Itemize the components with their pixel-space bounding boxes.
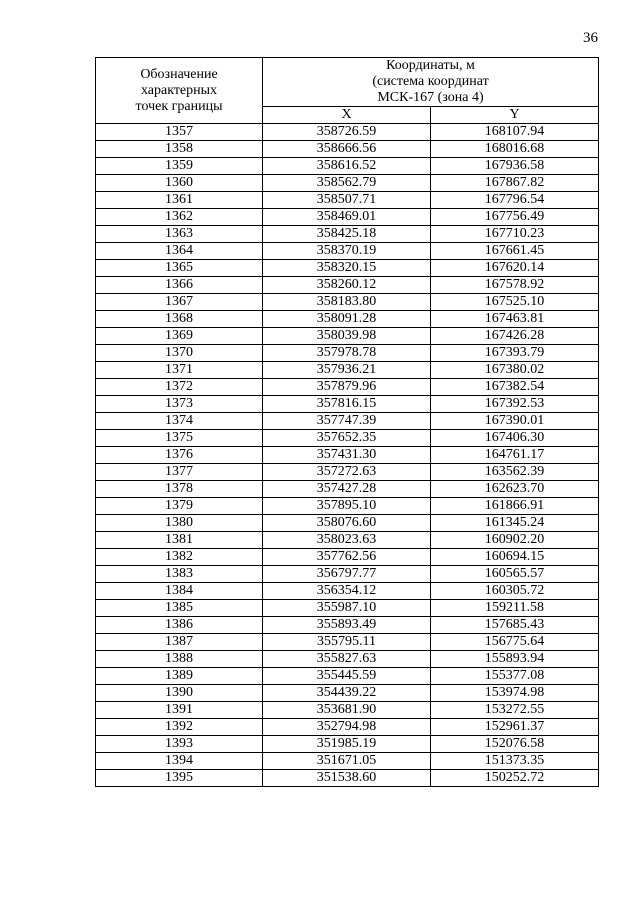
x-coordinate-cell: 358370.19 <box>263 243 431 260</box>
x-coordinate-cell: 358091.28 <box>263 311 431 328</box>
y-coordinate-cell: 155893.94 <box>431 651 599 668</box>
x-coordinate-cell: 358469.01 <box>263 209 431 226</box>
table-row <box>96 549 599 566</box>
point-cell: 1375 <box>96 430 263 447</box>
y-coordinate-cell: 160305.72 <box>431 583 599 600</box>
point-cell: 1366 <box>96 277 263 294</box>
point-cell: 1386 <box>96 617 263 634</box>
x-coordinate-cell: 355893.49 <box>263 617 431 634</box>
point-cell: 1363 <box>96 226 263 243</box>
x-coordinate-cell: 358320.15 <box>263 260 431 277</box>
table-row <box>96 277 599 294</box>
coordinates-column-header <box>263 58 599 107</box>
table-row <box>96 566 599 583</box>
table-row <box>96 583 599 600</box>
table-row <box>96 362 599 379</box>
y-coordinate-cell: 167756.49 <box>431 209 599 226</box>
table-row <box>96 617 599 634</box>
y-coordinate-cell: 168016.68 <box>431 141 599 158</box>
x-coordinate-cell: 352794.98 <box>263 719 431 736</box>
table-row <box>96 379 599 396</box>
point-cell: 1380 <box>96 515 263 532</box>
point-cell: 1369 <box>96 328 263 345</box>
y-coordinate-cell: 167392.53 <box>431 396 599 413</box>
y-coordinate-cell: 167936.58 <box>431 158 599 175</box>
page-number: 36 <box>583 30 598 46</box>
x-column-header: X <box>263 107 431 124</box>
y-coordinate-cell: 159211.58 <box>431 600 599 617</box>
coords-header-line: (система координат <box>372 74 489 89</box>
point-cell: 1372 <box>96 379 263 396</box>
y-coordinate-cell: 160694.15 <box>431 549 599 566</box>
y-coordinate-cell: 150252.72 <box>431 770 599 787</box>
point-cell: 1387 <box>96 634 263 651</box>
point-cell: 1384 <box>96 583 263 600</box>
table-row <box>96 413 599 430</box>
y-coordinate-cell: 155377.08 <box>431 668 599 685</box>
y-coordinate-cell: 167463.81 <box>431 311 599 328</box>
point-header-line: характерных <box>140 82 218 98</box>
table-row <box>96 226 599 243</box>
point-cell: 1365 <box>96 260 263 277</box>
point-cell: 1385 <box>96 600 263 617</box>
table-row <box>96 719 599 736</box>
point-cell: 1395 <box>96 770 263 787</box>
x-coordinate-cell: 358260.12 <box>263 277 431 294</box>
point-cell: 1377 <box>96 464 263 481</box>
x-coordinate-cell: 357652.35 <box>263 430 431 447</box>
y-coordinate-cell: 167710.23 <box>431 226 599 243</box>
point-cell: 1383 <box>96 566 263 583</box>
point-cell: 1388 <box>96 651 263 668</box>
x-coordinate-cell: 357816.15 <box>263 396 431 413</box>
table-row <box>96 141 599 158</box>
table-header <box>96 58 599 124</box>
y-coordinate-cell: 152076.58 <box>431 736 599 753</box>
table-row <box>96 260 599 277</box>
table-row <box>96 770 599 787</box>
table-row <box>96 702 599 719</box>
x-coordinate-cell: 357431.30 <box>263 447 431 464</box>
x-coordinate-cell: 355795.11 <box>263 634 431 651</box>
point-cell: 1376 <box>96 447 263 464</box>
y-coordinate-cell: 157685.43 <box>431 617 599 634</box>
table-row <box>96 498 599 515</box>
x-coordinate-cell: 357427.28 <box>263 481 431 498</box>
x-coordinate-cell: 355445.59 <box>263 668 431 685</box>
table-row <box>96 685 599 702</box>
point-cell: 1358 <box>96 141 263 158</box>
x-coordinate-cell: 358666.56 <box>263 141 431 158</box>
point-cell: 1362 <box>96 209 263 226</box>
y-coordinate-cell: 153974.98 <box>431 685 599 702</box>
y-coordinate-cell: 167382.54 <box>431 379 599 396</box>
x-coordinate-cell: 356354.12 <box>263 583 431 600</box>
y-coordinate-cell: 167867.82 <box>431 175 599 192</box>
x-coordinate-cell: 358023.63 <box>263 532 431 549</box>
table-row <box>96 481 599 498</box>
table-row <box>96 328 599 345</box>
point-cell: 1364 <box>96 243 263 260</box>
x-coordinate-cell: 357272.63 <box>263 464 431 481</box>
point-cell: 1390 <box>96 685 263 702</box>
table-row <box>96 464 599 481</box>
point-cell: 1389 <box>96 668 263 685</box>
table-row <box>96 396 599 413</box>
table-row <box>96 311 599 328</box>
x-coordinate-cell: 358425.18 <box>263 226 431 243</box>
table-row <box>96 175 599 192</box>
x-coordinate-cell: 353681.90 <box>263 702 431 719</box>
coords-header-line: Координаты, м <box>386 58 475 73</box>
table-row <box>96 753 599 770</box>
y-coordinate-cell: 164761.17 <box>431 447 599 464</box>
x-coordinate-cell: 354439.22 <box>263 685 431 702</box>
x-coordinate-cell: 355827.63 <box>263 651 431 668</box>
x-coordinate-cell: 351538.60 <box>263 770 431 787</box>
point-cell: 1371 <box>96 362 263 379</box>
x-coordinate-cell: 358562.79 <box>263 175 431 192</box>
y-coordinate-cell: 167390.01 <box>431 413 599 430</box>
x-coordinate-cell: 357895.10 <box>263 498 431 515</box>
table-row <box>96 668 599 685</box>
x-coordinate-cell: 358726.59 <box>263 124 431 141</box>
x-coordinate-cell: 358039.98 <box>263 328 431 345</box>
table-row <box>96 345 599 362</box>
point-cell: 1381 <box>96 532 263 549</box>
table-row <box>96 294 599 311</box>
point-cell: 1392 <box>96 719 263 736</box>
table-row <box>96 651 599 668</box>
y-coordinate-cell: 161345.24 <box>431 515 599 532</box>
table-row <box>96 124 599 141</box>
x-coordinate-cell: 356797.77 <box>263 566 431 583</box>
point-column-header <box>96 58 263 124</box>
table-row <box>96 600 599 617</box>
y-coordinate-cell: 167426.28 <box>431 328 599 345</box>
point-cell: 1373 <box>96 396 263 413</box>
point-cell: 1378 <box>96 481 263 498</box>
x-coordinate-cell: 358076.60 <box>263 515 431 532</box>
point-cell: 1367 <box>96 294 263 311</box>
point-cell: 1360 <box>96 175 263 192</box>
x-coordinate-cell: 357936.21 <box>263 362 431 379</box>
y-coordinate-cell: 167578.92 <box>431 277 599 294</box>
point-cell: 1370 <box>96 345 263 362</box>
point-cell: 1357 <box>96 124 263 141</box>
x-coordinate-cell: 357747.39 <box>263 413 431 430</box>
x-coordinate-cell: 357762.56 <box>263 549 431 566</box>
x-coordinate-cell: 351671.05 <box>263 753 431 770</box>
table-row <box>96 192 599 209</box>
x-coordinate-cell: 357879.96 <box>263 379 431 396</box>
y-coordinate-cell: 152961.37 <box>431 719 599 736</box>
y-coordinate-cell: 167406.30 <box>431 430 599 447</box>
x-coordinate-cell: 351985.19 <box>263 736 431 753</box>
coords-header-line: МСК-167 (зона 4) <box>377 90 484 105</box>
point-cell: 1382 <box>96 549 263 566</box>
y-coordinate-cell: 160565.57 <box>431 566 599 583</box>
y-coordinate-cell: 167796.54 <box>431 192 599 209</box>
y-coordinate-cell: 153272.55 <box>431 702 599 719</box>
table-row <box>96 515 599 532</box>
table-body <box>96 124 599 787</box>
y-coordinate-cell: 151373.35 <box>431 753 599 770</box>
y-column-header: Y <box>431 107 599 124</box>
point-cell: 1374 <box>96 413 263 430</box>
point-cell: 1359 <box>96 158 263 175</box>
table-row <box>96 736 599 753</box>
y-coordinate-cell: 161866.91 <box>431 498 599 515</box>
point-header-line: точек границы <box>135 98 223 114</box>
y-coordinate-cell: 160902.20 <box>431 532 599 549</box>
y-coordinate-cell: 167380.02 <box>431 362 599 379</box>
point-cell: 1391 <box>96 702 263 719</box>
point-cell: 1394 <box>96 753 263 770</box>
y-coordinate-cell: 163562.39 <box>431 464 599 481</box>
coordinates-table <box>95 57 599 787</box>
y-coordinate-cell: 167525.10 <box>431 294 599 311</box>
table-row <box>96 634 599 651</box>
table-row <box>96 243 599 260</box>
point-header-line: Обозначение <box>140 66 218 82</box>
x-coordinate-cell: 358616.52 <box>263 158 431 175</box>
table-row <box>96 532 599 549</box>
table-row <box>96 447 599 464</box>
point-cell: 1368 <box>96 311 263 328</box>
point-cell: 1393 <box>96 736 263 753</box>
point-cell: 1361 <box>96 192 263 209</box>
y-coordinate-cell: 167661.45 <box>431 243 599 260</box>
x-coordinate-cell: 358507.71 <box>263 192 431 209</box>
x-coordinate-cell: 358183.80 <box>263 294 431 311</box>
table-row <box>96 430 599 447</box>
y-coordinate-cell: 168107.94 <box>431 124 599 141</box>
table-row <box>96 209 599 226</box>
y-coordinate-cell: 162623.70 <box>431 481 599 498</box>
y-coordinate-cell: 167620.14 <box>431 260 599 277</box>
x-coordinate-cell: 355987.10 <box>263 600 431 617</box>
table-row <box>96 158 599 175</box>
y-coordinate-cell: 156775.64 <box>431 634 599 651</box>
x-coordinate-cell: 357978.78 <box>263 345 431 362</box>
y-coordinate-cell: 167393.79 <box>431 345 599 362</box>
point-cell: 1379 <box>96 498 263 515</box>
